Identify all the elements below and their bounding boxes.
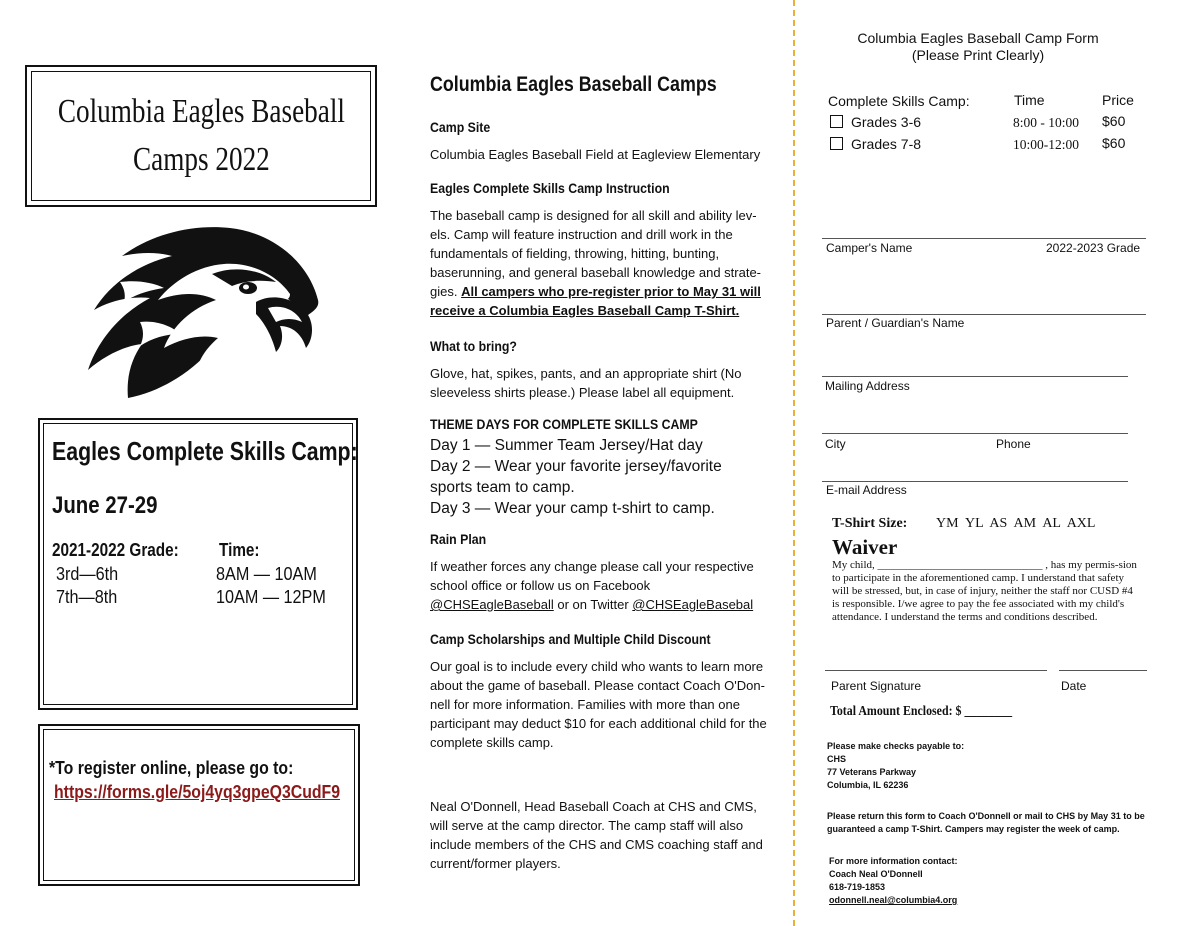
fold-divider bbox=[793, 0, 795, 926]
skills-camp-box bbox=[38, 418, 358, 710]
option-grades-7-8[interactable]: Grades 7-8 bbox=[830, 136, 921, 152]
grade-header: 2021-2022 Grade: bbox=[52, 540, 179, 560]
option-price: $60 bbox=[1102, 113, 1126, 129]
contact-info: For more information contact: Coach Neal O'Donnell 618-719-1853 odonnell.neal@columbia4.org bbox=[829, 856, 958, 905]
director-text: Neal O'Donnell, Head Baseball Coach at CHS and CMS, will serve at the camp director. The camp staff will also include members of the CHS and CMS coaching staff and current/former players. bbox=[430, 799, 763, 871]
theme-days-list bbox=[430, 435, 768, 519]
option-time: 10:00-12:00 bbox=[1013, 137, 1079, 152]
eagle-logo-icon bbox=[80, 222, 325, 402]
time-header: Time: bbox=[219, 540, 260, 560]
grade-row-2: 7th—8th bbox=[56, 587, 118, 607]
register-text: *To register online, please go to: bbox=[49, 758, 294, 778]
coach-email-link[interactable]: odonnell.neal@columbia4.org bbox=[829, 895, 958, 905]
option-time: 8:00 - 10:00 bbox=[1013, 115, 1079, 130]
phone-label: Phone bbox=[996, 437, 1031, 451]
city-label: City bbox=[825, 437, 846, 451]
option-grades-3-6[interactable]: Grades 3-6 bbox=[830, 114, 921, 130]
waiver-title: Waiver bbox=[832, 535, 898, 559]
camper-name-line[interactable] bbox=[822, 238, 1146, 239]
mailing-address-line[interactable] bbox=[822, 376, 1128, 377]
grade-row-1: 3rd—6th bbox=[56, 564, 119, 584]
price-col-header: Price bbox=[1102, 92, 1134, 108]
facebook-link[interactable]: @CHSEagleBaseball bbox=[430, 597, 554, 612]
tshirt-promo: All campers who pre-register prior to May 31 will receive a Columbia Eagles Baseball Camp T-Shirt. bbox=[430, 284, 761, 318]
form-title: Columbia Eagles Baseball Camp Form (Please Print Clearly) bbox=[857, 30, 1099, 63]
return-text: Please return this form to Coach O'Donnell or mail to CHS by May 31 to be guaranteed a camp T-Shirt. Campers may register the week of camp. bbox=[827, 811, 1145, 834]
scholarship-heading: Camp Scholarships and Multiple Child Discount bbox=[430, 631, 711, 647]
parent-name-label: Parent / Guardian's Name bbox=[826, 316, 965, 330]
middle-heading: Columbia Eagles Baseball Camps bbox=[430, 73, 717, 96]
grade-label: 2022-2023 Grade bbox=[1046, 241, 1141, 255]
parent-signature-label: Parent Signature bbox=[831, 679, 922, 693]
tshirt-size-label: T-Shirt Size: bbox=[832, 516, 908, 531]
rain-heading: Rain Plan bbox=[430, 531, 487, 547]
page-title: Columbia Eagles Baseball Camps 2022 bbox=[57, 93, 345, 178]
time-row-2: 10AM — 12PM bbox=[216, 587, 326, 607]
mailing-address-label: Mailing Address bbox=[825, 379, 910, 393]
camp-site-text: Columbia Eagles Baseball Field at Eagleview Elementary bbox=[430, 147, 761, 162]
time-col-header: Time bbox=[1014, 92, 1045, 108]
bring-heading: What to bring? bbox=[430, 338, 517, 354]
camper-name-label: Camper's Name bbox=[826, 241, 913, 255]
option-price: $60 bbox=[1102, 135, 1126, 151]
theme-day-3: Day 3 — Wear your camp t-shirt to camp. bbox=[430, 500, 715, 517]
instruction-heading: Eagles Complete Skills Camp Instruction bbox=[430, 180, 670, 196]
title-box bbox=[25, 65, 377, 207]
payment-info: Please make checks payable to: CHS 77 Veterans Parkway Columbia, IL 62236 bbox=[827, 741, 965, 790]
date-label: Date bbox=[1061, 679, 1087, 693]
parent-signature-line[interactable] bbox=[825, 670, 1047, 671]
theme-day-2: Day 2 — Wear your favorite jersey/favorite sports team to camp. bbox=[430, 458, 722, 496]
email-label: E-mail Address bbox=[826, 483, 907, 497]
scholarship-text: Our goal is to include every child who wants to learn more about the game of baseball. Please contact Coach O'Don-nell for more information. Families with more than one participant may deduct $10 for each additional child for the complete skills camp. bbox=[430, 659, 767, 750]
register-box bbox=[38, 724, 360, 886]
theme-heading: THEME DAYS FOR COMPLETE SKILLS CAMP bbox=[430, 416, 698, 432]
skills-camp-title: Eagles Complete Skills Camp: bbox=[52, 436, 358, 466]
camp-site-heading: Camp Site bbox=[430, 119, 491, 135]
camp-dates: June 27-29 bbox=[52, 492, 158, 519]
time-row-1: 8AM — 10AM bbox=[216, 564, 317, 584]
email-line[interactable] bbox=[822, 481, 1128, 482]
parent-name-line[interactable] bbox=[822, 314, 1146, 315]
checkbox[interactable] bbox=[830, 115, 843, 128]
rain-text: If weather forces any change please call your respective school office or follow us on Facebook @CHSEagleBaseball or on Twitter @CHSEagleBasebal bbox=[430, 559, 754, 612]
instruction-text: The baseball camp is designed for all skill and ability lev-els. Camp will feature instruction and drill work in the fundamentals of fielding, throwing, hitting, bunting, baserunning, and general baseball knowledge and strate-gies. All campers who pre-register prior to May 31 will receive a Columbia Eagles Baseball Camp T-Shirt. bbox=[430, 208, 762, 318]
theme-day-1: Day 1 — Summer Team Jersey/Hat day bbox=[430, 437, 703, 454]
total-amount: Total Amount Enclosed: $ ________ bbox=[830, 704, 1013, 719]
date-line[interactable] bbox=[1059, 670, 1147, 671]
tshirt-sizes: YM YL AS AM AL AXL bbox=[936, 516, 1096, 531]
checkbox[interactable] bbox=[830, 137, 843, 150]
register-link[interactable]: https://forms.gle/5oj4yq3gpeQ3CudF9 bbox=[54, 782, 341, 802]
city-phone-line[interactable] bbox=[822, 433, 1128, 434]
camp-header: Complete Skills Camp: bbox=[828, 93, 970, 109]
bring-text: Glove, hat, spikes, pants, and an appropriate shirt (No sleeveless shirts please.) Please label all equipment. bbox=[430, 366, 742, 400]
waiver-text: My child, ______________________________ , has my permis-sion to participate in the aforementioned camp. I understand that safety will be stressed, but, in case of injury, neither the staff nor CUSD #4 is responsible. I/we agree to pay the fee associated with my child's attendance. I understand the terms and conditions described. bbox=[832, 559, 1137, 623]
twitter-link[interactable]: @CHSEagleBasebal bbox=[632, 597, 754, 612]
